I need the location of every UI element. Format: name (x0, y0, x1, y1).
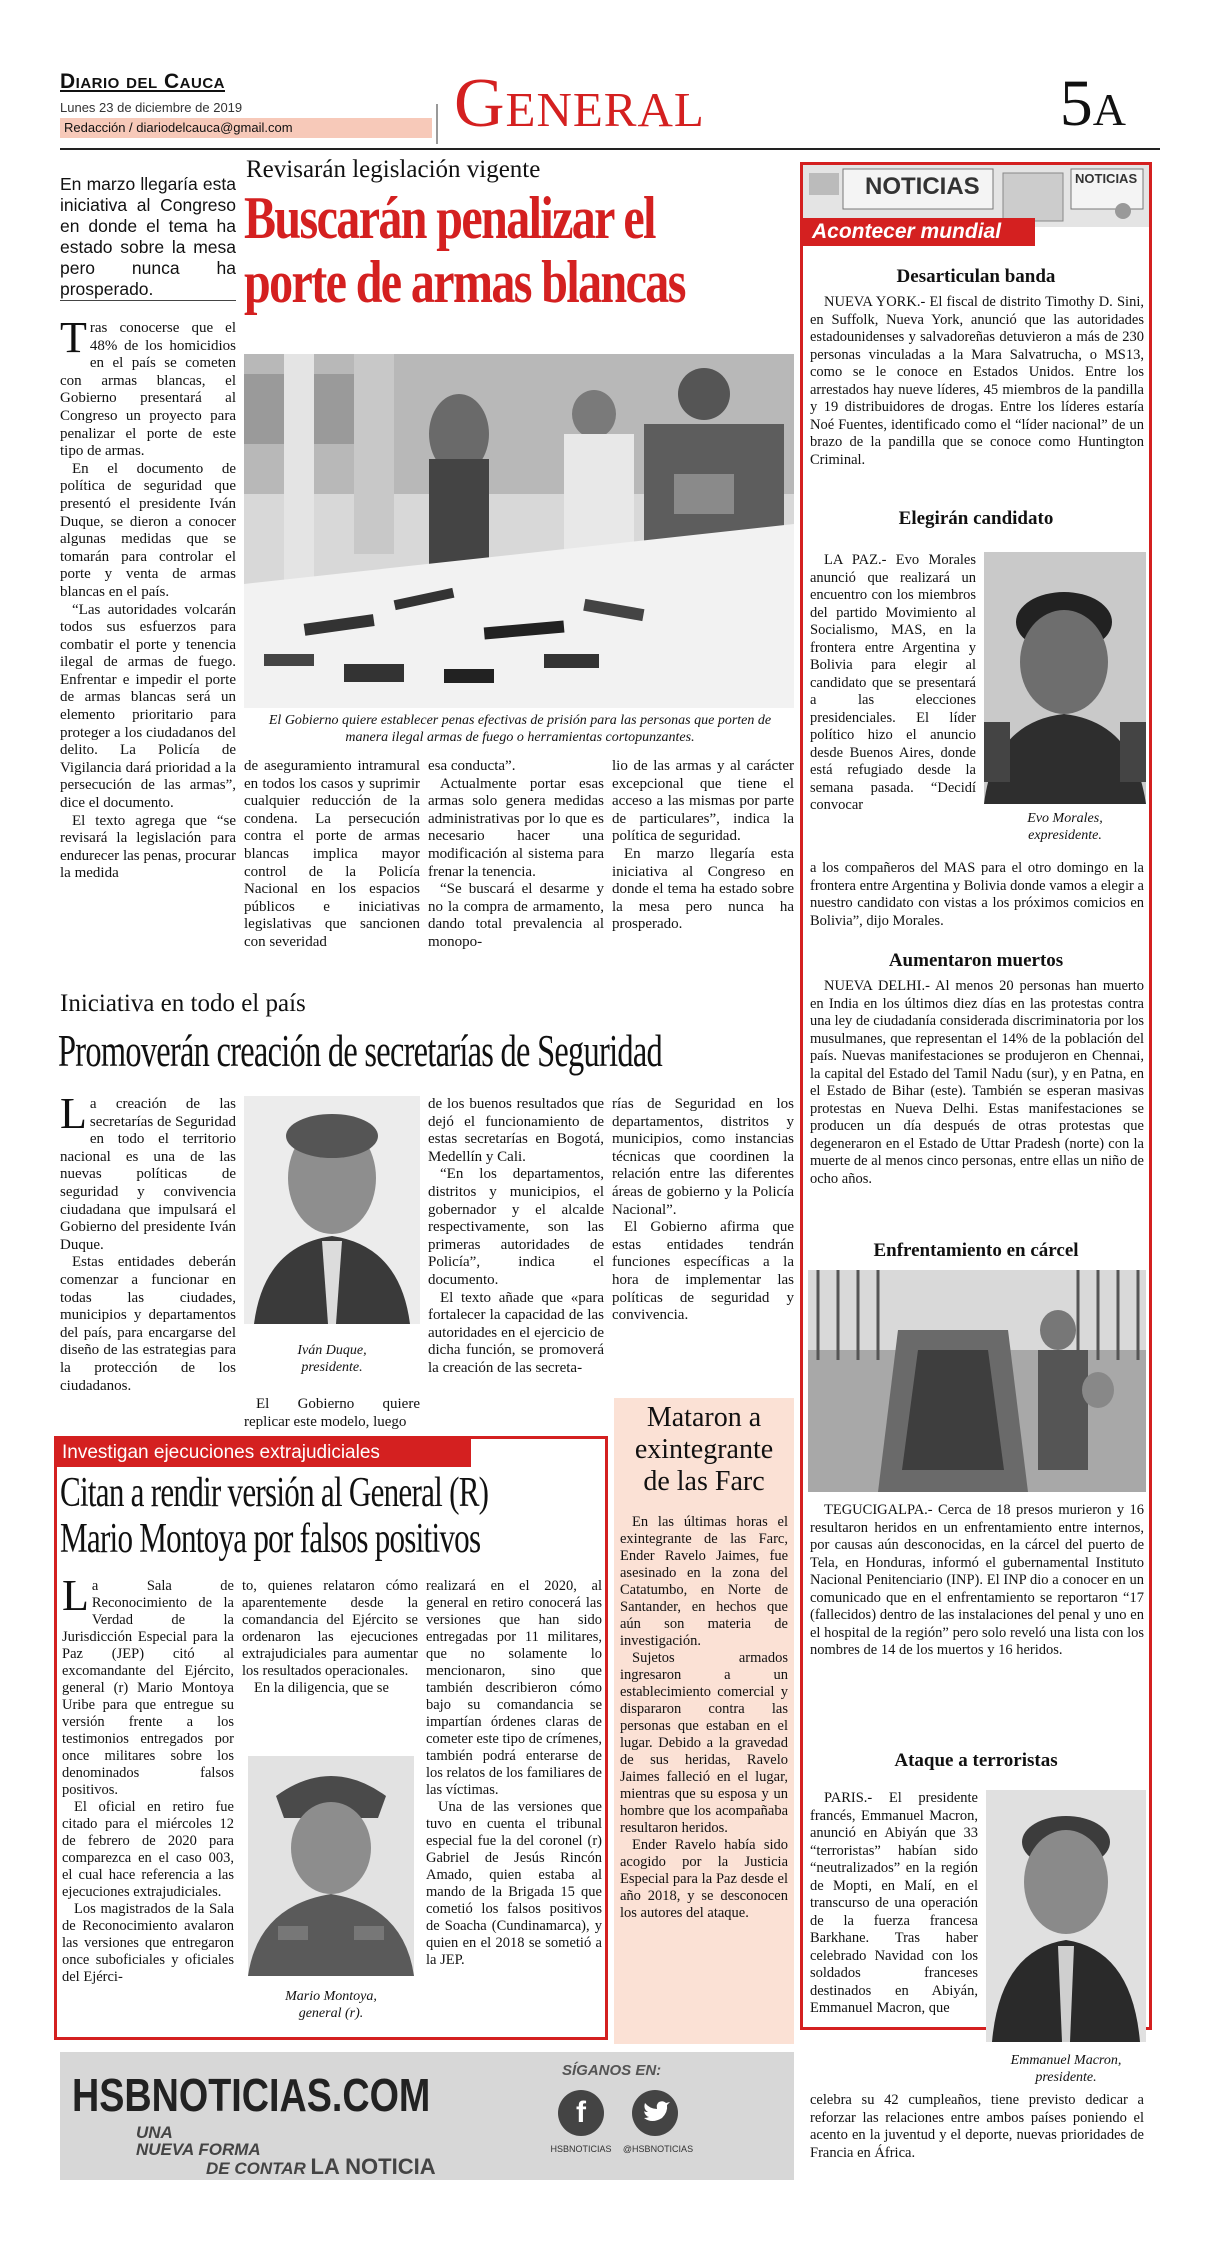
mundial-paragraph: NUEVA DELHI.- Al menos 20 personas han muerto en India en los últimos diez días en las protestas contra una ley de ciudadanía considerada discriminatoria por los musulmanes, que representan el 14% de la población del país. Nuevas manifestaciones se produjeron en Chennai, la capital del Estado del Tamil Nadu (sur), y en Patna, en el Estado de Bihar (este). También se esperan masivas protestas en Nueva Delhi. Estas manifestaciones se producen un día después de otras protestas que degeneraron en el Estado de Uttar Pradesh (norte) con la muerte de al menos cinco personas, entre ellas un niño de ocho años. (810, 978, 1144, 1187)
lead-paragraph: esa conducta”. (428, 758, 516, 774)
morales-photo (984, 552, 1146, 804)
lead-paragraph: En el documento de política de seguridad que presentó el presidente Iván Duque, se dieron a conocer algunas medidas que se tomarán para controlar el porte y venta de armas blancas en el país. (60, 460, 236, 600)
mundial-paragraph: NUEVA YORK.- El fiscal de distrito Timothy D. Sini, en Suffolk, Nueva York, anunció que las autoridades estadounidenses y salvadoreñas detuvieron a más de 230 personas vinculadas a la Mara Salvatrucha, o MS13, como se le conoce en Estados Unidos. Entre los arrestados hay nueve líderes, 45 miembros de la pandilla y 19 distribuidores de drogas. Entre los líderes estaría Noé Fuentes, identificado como el “líder nacional” de un brazo de la pandilla que se conoce como Huntington Criminal. (810, 294, 1144, 468)
montoya-paragraph: Los magistrados de la Sala de Reconocimiento avalaron las versiones que entregaron once suboficiales y oficiales del Ejérci- (62, 1901, 234, 1985)
prison-coffins-image (808, 1270, 1146, 1492)
ad-tag-una: UNA (136, 2123, 173, 2142)
mundial-paragraph: LA PAZ.- Evo Morales anunció que realizará un encuentro con los miembros del partido Movimiento al Socialismo, MAS, en la frontera entre Argentina y Bolivia para elegir al candidato que se presentará a las elecciones presidenciales. El líder político hizo el anuncio desde Buenos Aires, donde está refugiado desde la semana pasada. “Decidí convocar (810, 552, 976, 813)
twitter-bird-glyph (632, 2090, 678, 2136)
morales-caption-role: expresidente. (1028, 828, 1102, 843)
ad-brand-row (72, 2070, 430, 2120)
macron-caption-role: presidente. (1035, 2070, 1097, 2085)
montoya-kicker: Investigan ejecuciones extrajudiciales (62, 1442, 380, 1463)
twitter-handle: @HSBNOTICIAS (622, 2144, 694, 2154)
montoya-paragraph: La Sala de Reconocimiento de la Verdad de la Jurisdicción Especial para la Paz (JEP) citó al excomandante del Ejército, general (r) Mario Montoya Uribe para que entregue su versión frente a los testimonios entregados por once militares sobre los denominados falsos positivos. (62, 1571, 234, 1798)
lead-paragraph: lio de las armas y al carácter excepcional que tiene el acceso a las mismas por parte de particulares”, indica la política de seguridad. (612, 758, 794, 845)
second-paragraph: El Gobierno quiere replicar este modelo, luego (244, 1396, 420, 1430)
ad-tagline (136, 2124, 436, 2177)
mundial-paragraph: PARIS.- El presidente francés, Emmanuel Macron, anunció en Abiyán que 33 “terroristas” habían sido “neutralizados” en la región de Mopti, en Malí, en el transcurso de una operación de la fuerza francesa Barkhane. Tras haber celebrado Navidad con los soldados franceses destinados en Abiyán, Emmanuel Macron, que (810, 1790, 978, 2016)
lead-headline (244, 186, 794, 314)
sidebar-quote: En marzo llegaría esta iniciativa al Congreso en donde el tema ha estado sobre la mesa pero nunca ha prosperado. (60, 174, 236, 299)
ad-brand: HSBNOTICIAS (72, 2069, 332, 2121)
ad-tag-noticia: LA NOTICIA (310, 2154, 436, 2179)
duque-portrait-image (244, 1096, 420, 1324)
montoya-photo (248, 1756, 414, 1976)
morales-caption (984, 810, 1146, 844)
macron-caption-name: Emmanuel Macron, (1010, 2053, 1122, 2068)
prison-photo (808, 1270, 1146, 1492)
mundial-item-title: Aumentaron muertos (888, 950, 1064, 971)
montoya-caption-name: Mario Montoya, (285, 1989, 377, 2004)
lead-paragraph: Actualmente portar esas armas solo genera medidas administrativas por lo que es necesario hacer una modificación al sistema para frenar la tenencia. (428, 775, 604, 880)
lead-paragraph: En marzo llegaría esta iniciativa al Congreso en donde el tema ha estado sobre la mesa pero nunca ha prosperado. (612, 845, 794, 933)
lead-paragraph: El texto agrega que “se revisará la legislación para endurecer las penas, procurar la medida (60, 812, 236, 882)
duque-caption (244, 1342, 420, 1376)
ad-brand-suffix: .COM (331, 2069, 431, 2121)
sidebar-quote-rule (60, 300, 236, 301)
montoya-col-2 (242, 1578, 418, 1697)
lead-paragraph: “Se buscará el desarme y no la compra de armamento, dando total prevalencia al monopo- (428, 881, 604, 950)
ad-follow: SÍGANOS EN: (562, 2062, 662, 2079)
header-rule (60, 148, 1160, 150)
farc-paragraph: Sujetos armados ingresaron a un establecimiento comercial y dispararon contra las personas que estaban en el lugar. Debido a la gravedad de sus heridas, Ravelo Jaimes falleció en el lugar, mientras que su esposa y un hombre que los acompañaba resultaron heridos. (620, 1650, 788, 1836)
mundial-paragraph: a los compañeros del MAS para el otro domingo en la frontera entre Argentina y Bolivia donde vamos a elegir a nuestro candidato con vistas a los próximos comicios en Bolivia”, dijo Morales. (810, 860, 1144, 929)
lead-photo (244, 354, 794, 708)
ad-tag-row (206, 2154, 436, 2179)
lead-col-2 (244, 758, 420, 952)
macron-photo (986, 1790, 1146, 2042)
second-col-2 (244, 1396, 420, 1431)
ad-tag-contar: DE CONTAR (206, 2159, 306, 2178)
morales-caption-name: Evo Morales, (1027, 811, 1103, 826)
mundial-item-body (810, 294, 1144, 469)
montoya-col-3 (426, 1578, 602, 1969)
twitter-icon[interactable] (632, 2090, 678, 2136)
second-paragraph: El Gobierno afirma que estas entidades tendrán funciones específicas a la hora de implementar las políticas de seguridad y convivencia. (612, 1219, 794, 1324)
morales-portrait-image (984, 552, 1146, 804)
mundial-item-body (810, 1502, 1144, 1660)
mundial-item-title: Enfrentamiento en cárcel (873, 1240, 1079, 1261)
montoya-paragraph: Una de las versiones que tuvo en cuenta el tribunal especial fue la del coronel (r) Gabriel de Jesús Rincón Amado, quien estaba al mando de la Brigada 15 que cometió los falsos positivos de Soacha (Cundinamarca), y quien en el 2018 se sometió a la JEP. (426, 1799, 602, 1968)
lead-photo-caption: El Gobierno quiere establecer penas efectivas de prisión para las personas que porten de manera ilegal armas de fuego o herramientas cortopunzantes. (268, 713, 772, 745)
duque-caption-name: Iván Duque, (297, 1343, 367, 1358)
montoya-headline-line1: Citan a rendir versión al General (R) (60, 1470, 489, 1516)
banner-word-small: NOTICIAS (1075, 171, 1138, 186)
lead-headline-line1: Buscarán penalizar el (244, 185, 655, 251)
montoya-col-1 (62, 1571, 234, 1986)
hsb-ad (60, 2052, 794, 2180)
page-number (1060, 66, 1126, 159)
mundial-paragraph: TEGUCIGALPA.- Cerca de 18 presos murieron y 16 resultaron heridos en un enfrentamiento entre internos, por causas aún desconocidas, en la cárcel del puerto de Tela, en Honduras, informó el gubernamental Instituto Nacional Penitenciario (INP). El INP dio a conocer en un comunicado que en el enfrentamiento se reportaron “17 (fallecidos) dentro de las instalaciones del penal y uno en el hospital de la región” pero solo reveló una lista con los nombres de 14 de los muertos y 16 heridos. (810, 1502, 1144, 1658)
second-paragraph: de los buenos resultados que dejó el funcionamiento de estas secretarías en Bogotá, Medellín y Cali. (428, 1096, 604, 1165)
banner-word-large: NOTICIAS (865, 173, 980, 200)
header-divider (436, 104, 438, 144)
ad-tag-nueva: NUEVA FORMA (136, 2140, 261, 2159)
lead-headline-line2: porte de armas blancas (244, 249, 685, 315)
montoya-paragraph: realizará en el 2020, al general en retiro conocerá las versiones que han sido entregadas por 11 militares, que no solamente lo mencionaron, sino que también describieron cómo bajo su comandancia se impartían órdenes claras de cometer este tipo de crímenes, también podrá enterarse de los relatos de los familiares de las víctimas. (426, 1578, 602, 1798)
farc-body (620, 1514, 788, 1922)
montoya-headline-line2: Mario Montoya por falsos positivos (60, 1516, 481, 1562)
lead-col-3 (428, 758, 604, 952)
farc-headline-line3: de las Farc (643, 1466, 765, 1497)
farc-paragraph: En las últimas horas el exintegrante de las Farc, Ender Ravelo Jaimes, fue asesinado en la zona del Catatumbo, en Norte de Santander, en hechos que aún son materia de investigación. (620, 1514, 788, 1649)
lead-paragraph: “Las autoridades volcarán todos sus esfuerzos para combatir el porte y tenencia ilegal de armas de fuego. Enfrentar e impedir el porte de armas blancas será un elemento prioritario para proteger a los ciudadanos del delito. La Policía de Vigilancia dará prioridad a la persecución de las armas”, dice el documento. (60, 601, 236, 812)
montoya-headline (60, 1470, 600, 1562)
farc-headline (614, 1402, 794, 1498)
mundial-label: Acontecer mundial (812, 220, 1002, 243)
montoya-caption (248, 1988, 414, 2022)
mundial-item-body (810, 860, 1144, 930)
lead-kicker: Revisarán legislación vigente (246, 156, 541, 183)
montoya-paragraph: to, quienes relataron cómo aparentemente desde la comandancia del Ejército se ordenaron las ejecuciones extrajudiciales para aumentar los resultados operacionales. (242, 1578, 418, 1679)
second-paragraph: El texto añade que «para fortalecer la capacidad de las autoridades en el ejercicio de dicha función, se promoverá la creación de las secreta- (428, 1289, 604, 1376)
farc-paragraph: Ender Ravelo había sido acogido por la Justicia Especial para la Paz desde el año 2018, y se desconocen los autores del ataque. (620, 1837, 788, 1921)
page-number-digit: 5 (1059, 67, 1093, 140)
mundial-paragraph: celebra su 42 cumpleaños, tiene previsto dedicar a reforzar las relaciones entre ambos países poniendo el acento en la juventud y el deporte, nuevas prioridades de Francia en África. (810, 2092, 1144, 2161)
facebook-icon[interactable]: f (558, 2090, 604, 2136)
mundial-item-title: Ataque a terroristas (894, 1750, 1058, 1771)
farc-headline-line2: exintegrante (634, 1434, 774, 1465)
farc-headline-line1: Mataron a (646, 1402, 762, 1433)
montoya-paragraph: El oficial en retiro fue citado para el miércoles 12 de febrero de 2020 para comparezca en el caso 003, el cual hace referencia a las ejecuciones extrajudiciales. (62, 1799, 234, 1900)
mundial-item-title: Elegirán candidato (898, 508, 1054, 529)
macron-caption (986, 2052, 1146, 2086)
mundial-item-title: Desarticulan banda (896, 266, 1056, 287)
contact-email: Redacción / diariodelcauca@gmail.com (64, 120, 293, 135)
second-col-3 (428, 1096, 604, 1378)
second-col-1 (60, 1089, 236, 1395)
weapons-display-image (244, 354, 794, 708)
second-paragraph: “En los departamentos, distritos y municipios, el gobernador y el alcalde respectivamente, son las primeras autoridades de Policía”, indica el documento. (428, 1166, 604, 1288)
mundial-item-body (810, 552, 976, 815)
second-kicker: Iniciativa en todo el país (60, 990, 306, 1017)
duque-photo (244, 1096, 420, 1324)
second-paragraph: La creación de las secretarías de Seguridad en todo el territorio nacional es una de las nuevas políticas de seguridad y convivencia ciudadana que impulsará el Gobierno del presidente Iván Duque. (60, 1089, 236, 1253)
masthead (60, 65, 1160, 146)
montoya-portrait-image (248, 1756, 414, 1976)
lead-paragraph: de aseguramiento intramural en todos los casos y suprimir cualquier reducción de la condena. La persecución contra el porte de armas blancas implica mayor control de la Policía Nacional en los espacios públicos e iniciativas legislativas que sancionen con severidad (244, 758, 420, 950)
montoya-paragraph: En la diligencia, que se (254, 1680, 389, 1696)
paper-name: Diario del Cauca (60, 70, 225, 93)
lead-col-1 (60, 313, 236, 883)
duque-caption-role: presidente. (301, 1360, 363, 1375)
section-title: General (454, 65, 705, 142)
second-headline: Promoverán creación de secretarías de Seguridad (58, 1026, 662, 1076)
issue-date: Lunes 23 de diciembre de 2019 (60, 100, 243, 115)
facebook-handle: HSBNOTICIAS (550, 2144, 612, 2154)
mundial-item-body (810, 2092, 1144, 2162)
page-number-suffix: A (1092, 84, 1126, 135)
second-paragraph: Estas entidades deberán comenzar a funcionar en todas las ciudades, municipios y departamentos del país, para encargarse del diseño de las estrategias para la protección de los ciudadanos. (60, 1254, 236, 1394)
lead-paragraph: Tras conocerse que el 48% de los homicidios en el país se cometen con armas blancas, el Gobierno presentará al Congreso un proyecto para penalizar el porte de este tipo de armas. (60, 313, 236, 460)
second-col-4 (612, 1096, 794, 1325)
mundial-item-body (810, 978, 1144, 1188)
lead-col-4 (612, 758, 794, 934)
macron-portrait-image (986, 1790, 1146, 2042)
second-paragraph: rías de Seguridad en los departamentos, distritos y municipios, como instancias técnicas que coordinen la relación entre las diferentes áreas de gobierno y la Policía Nacional”. (612, 1096, 794, 1218)
montoya-caption-role: general (r). (298, 2006, 364, 2021)
mundial-item-body (810, 1790, 978, 2018)
